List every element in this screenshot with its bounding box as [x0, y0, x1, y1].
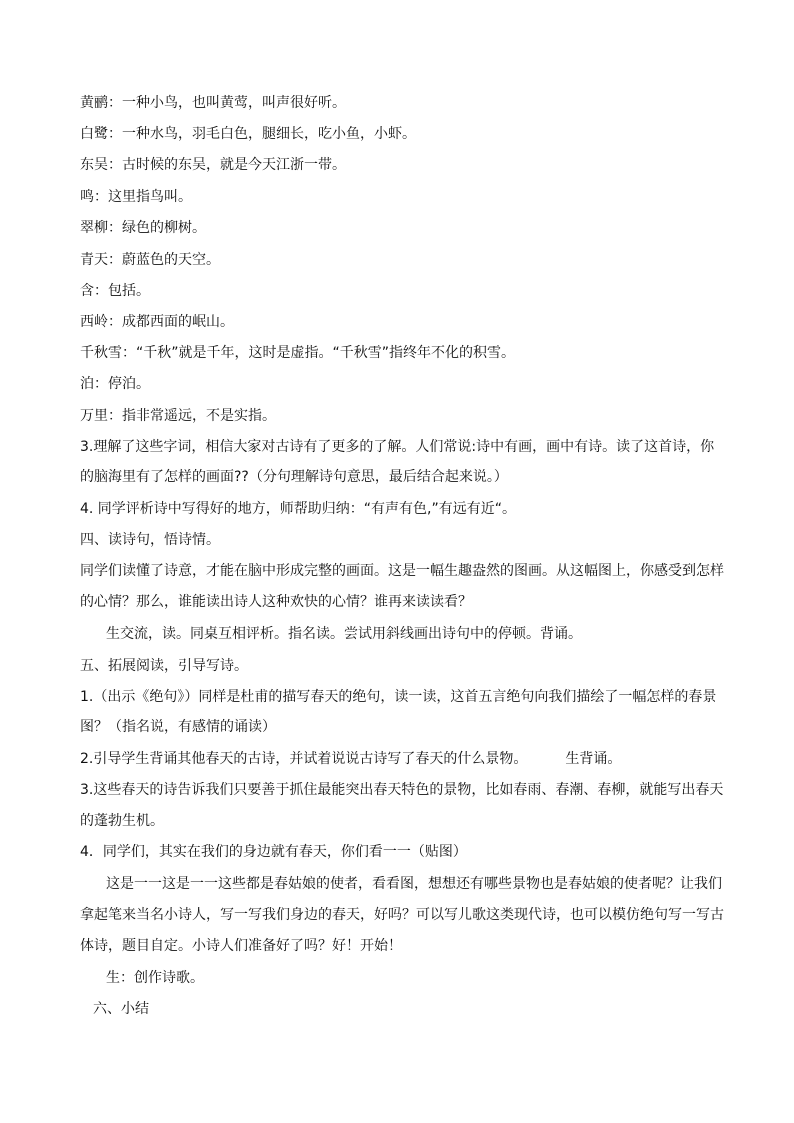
item3-line2: 的脑海里有了怎样的画面??（分句理解诗句意思，最后结合起来说。）	[80, 469, 508, 485]
glossary-huangli: 黄鹂：一种小鸟，也叫黄莺，叫声很好听。	[80, 95, 346, 111]
section5-heading: 五、拓展阅读，引导写诗。	[80, 658, 248, 674]
section5-p1-line2: 图？（指名说，有感情的诵读）	[80, 719, 276, 735]
section5-p3-line1: 3.这些春天的诗告诉我们只要善于抓住最能突出春天特色的景物，比如春雨、春潮、春柳，就能写出春天	[80, 782, 724, 798]
glossary-dongwu: 东吴：古时候的东吴，就是今天江浙一带。	[80, 157, 346, 173]
item3-line1: 3.理解了这些字词，相信大家对古诗有了更多的了解。人们常说:诗中有画，画中有诗。读了这首诗，你	[80, 439, 715, 455]
glossary-qianqiuxue: 千秋雪：“千秋”就是千年，这时是虚指。“千秋雪”指终年不化的积雪。	[80, 345, 516, 361]
section4-para-line2: 的心情？那么，谁能读出诗人这种欢快的心情？谁再来读读看？	[80, 594, 472, 610]
section5-p3-line2: 的蓬勃生机。	[80, 813, 164, 829]
glossary-wanli: 万里：指非常遥远，不是实指。	[80, 408, 276, 424]
section4-heading: 四、读诗句，悟诗情。	[80, 532, 220, 548]
section5-p1-line1: 1.（出示《绝句》）同样是杜甫的描写春天的绝句，读一读，这首五言绝句向我们描绘了一幅怎样的春景	[80, 689, 717, 705]
section4-para-line1: 同学们读懂了诗意，才能在脑中形成完整的画面。这是一幅生趣盎然的图画。从这幅图上，你感受到怎样	[80, 563, 724, 579]
glossary-bailu: 白鹭：一种水鸟，羽毛白色，腿细长，吃小鱼，小虾。	[80, 126, 416, 142]
glossary-qingtian: 青天：蔚蓝色的天空。	[80, 252, 220, 268]
section5-p2-tail: 生背诵。	[565, 751, 622, 767]
section5-p5-line1: 这是一一这是一一这些都是春姑娘的使者，看看图，想想还有哪些景物也是春姑娘的使者呢？让我们	[106, 876, 722, 892]
glossary-cuiliu: 翠柳：绿色的柳树。	[80, 220, 206, 236]
section5-p2	[80, 749, 720, 769]
section6-heading: 六、小结	[93, 1001, 149, 1017]
glossary-bo: 泊：停泊。	[80, 376, 150, 392]
section5-student: 生：创作诗歌。	[106, 970, 204, 986]
glossary-han: 含：包括。	[80, 283, 150, 299]
section4-activity: 生交流，读。同桌互相评析。指名读。尝试用斜线画出诗句中的停顿。背诵。	[106, 626, 582, 642]
glossary-xiling: 西岭：成都西面的岷山。	[80, 314, 234, 330]
section5-p4: 4．同学们，其实在我们的身边就有春天，你们看一一（贴图）	[80, 844, 467, 860]
glossary-ming: 鸣：这里指鸟叫。	[80, 189, 192, 205]
section5-p5-line3: 体诗，题目自定。小诗人们准备好了吗？好！开始！	[80, 938, 402, 954]
section5-p5-line2: 拿起笔来当名小诗人，写一写我们身边的春天，好吗？可以写儿歌这类现代诗，也可以模仿绝句写一写古	[80, 907, 724, 923]
section5-p2-text: 2.引导学生背诵其他春天的古诗，并试着说说古诗写了春天的什么景物。	[80, 751, 528, 767]
item4: 4. 同学评析诗中写得好的地方，师帮助归纳：“有声有色,”有远有近“。	[80, 501, 517, 517]
